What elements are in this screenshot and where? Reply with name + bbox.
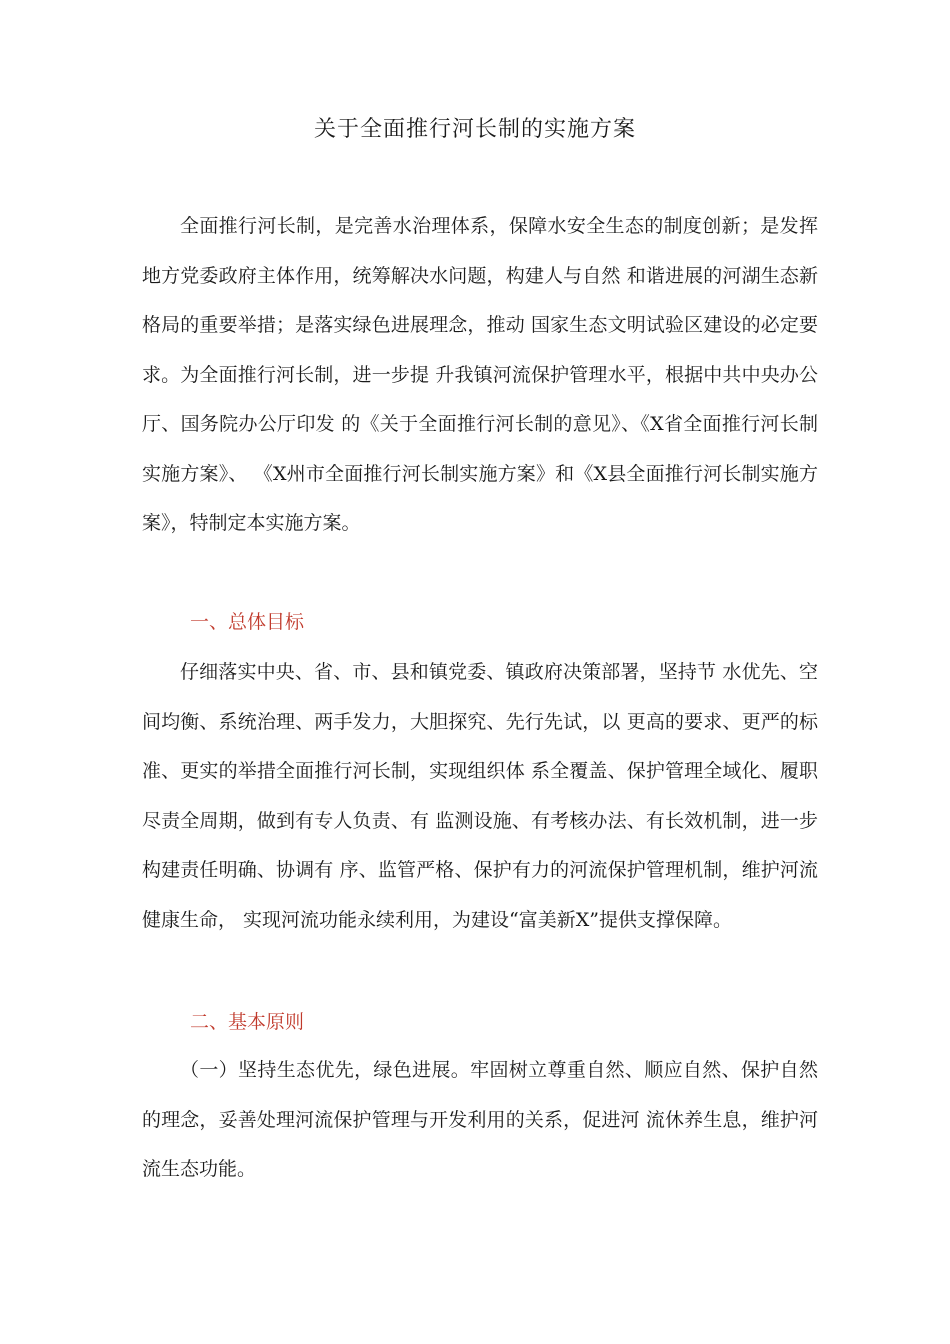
section-body-overall-goal: 仔细落实中央、省、市、县和镇党委、镇政府决策部署，坚持节 水优先、空间均衡、系统治理、两手发力，大胆探究、先行先试，以 更高的要求、更严的标准、更实的举措全面推行河长制，实现组织体 系全覆盖、保护管理全域化、履职尽责全周期，做到有专人负责、有 监测设施、有考核办法、有长效机制，进一步构建责任明确、协调有 序、监管严格、保护有力的河流保护管理机制，维护河流健康生命， 实现河流功能永续利用，为建设“富美新X”提供支撑保障。 <box>142 661 818 931</box>
section-heading-overall-goal: 一、总体目标 <box>190 611 305 633</box>
section-heading-basic-principles: 二、基本原则 <box>190 1011 305 1033</box>
intro-paragraph: 全面推行河长制，是完善水治理体系，保障水安全生态的制度创新；是发挥地方党委政府主体作用，统筹解决水问题，构建人与自然 和谐进展的河湖生态新格局的重要举措；是落实绿色进展理念，推动 国家生态文明试验区建设的必定要求。为全面推行河长制，进一步提 升我镇河流保护管理水平，根据中共中央办公厅、国务院办公厅印发 的《关于全面推行河长制的意见》、《X省全面推行河长制实施方案》、 《X州市全面推行河长制实施方案》和《X县全面推行河长制实施方 案》，特制定本实施方案。 <box>142 215 818 534</box>
document-title: 关于全面推行河长制的实施方案 <box>313 117 636 142</box>
section-body-basic-principles: （一）坚持生态优先，绿色进展。牢固树立尊重自然、顺应自然、保护自然的理念，妥善处理河流保护管理与开发利用的关系，促进河 流休养生息，维护河流生态功能。 <box>142 1059 818 1180</box>
